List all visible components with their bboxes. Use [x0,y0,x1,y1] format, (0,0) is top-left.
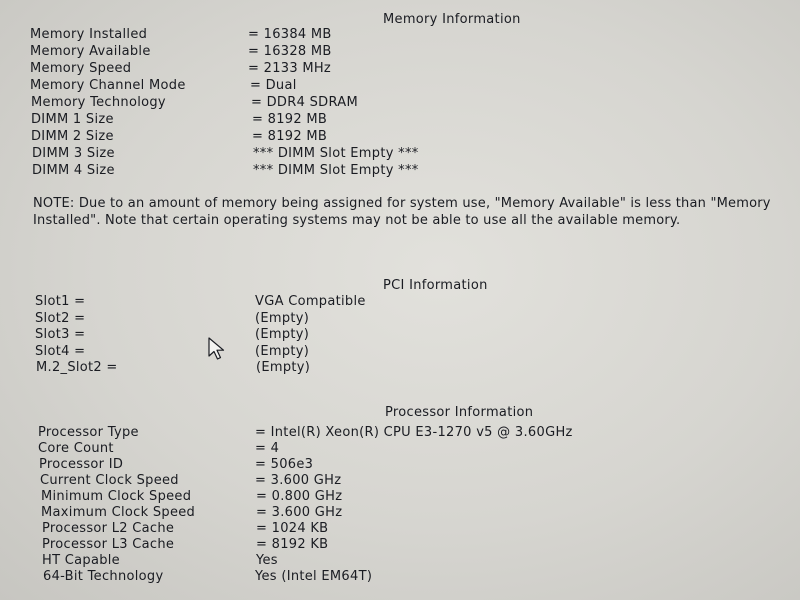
mouse-pointer-icon [208,337,228,361]
memory-row-value: = 16328 MB [248,44,332,59]
pci-row-label: Slot2 = [35,311,86,326]
memory-note: NOTE: Due to an amount of memory being assigned for system use, "Memory Available" is less than "Memory Installed". Note that certain operating systems may not be able to use all the available memory. [33,196,771,228]
memory-section-title: Memory Information [383,12,521,27]
memory-row-label: Memory Speed [30,61,132,76]
processor-row-label: Maximum Clock Speed [41,505,196,520]
processor-row-label: Processor ID [39,457,124,472]
memory-row-value: = 8192 MB [252,129,328,144]
processor-row-value: = 8192 KB [256,537,329,552]
processor-row-value: = 506e3 [255,457,314,472]
processor-row-label: Minimum Clock Speed [41,489,192,504]
processor-row-value: Yes [256,553,278,568]
pci-row-value: (Empty) [255,344,310,359]
processor-row-label: Current Clock Speed [40,473,179,488]
processor-row-label: 64-Bit Technology [43,569,164,584]
pci-row-value: (Empty) [255,311,310,326]
processor-row-label: Processor Type [38,425,139,440]
processor-row-value: = 4 [255,441,280,456]
processor-row-label: Processor L2 Cache [42,521,175,536]
processor-row-value: Yes (Intel EM64T) [255,569,373,584]
memory-row-value: = 16384 MB [248,27,332,42]
pci-section-title: PCI Information [383,278,488,293]
memory-row-label: Memory Available [30,44,151,59]
memory-row-label: DIMM 2 Size [31,129,114,144]
processor-row-value: = 3.600 GHz [255,473,342,488]
memory-row-label: DIMM 1 Size [31,112,114,127]
processor-row-value: = 3.600 GHz [256,505,343,520]
memory-row-label: DIMM 4 Size [32,163,115,178]
processor-row-value: = 0.800 GHz [256,489,343,504]
processor-row-label: HT Capable [42,553,120,568]
memory-row-label: Memory Installed [30,27,148,42]
memory-row-value: *** DIMM Slot Empty *** [253,163,419,178]
processor-row-label: Core Count [38,441,114,456]
memory-row-value: = Dual [250,78,297,93]
memory-row-value: = 8192 MB [252,112,328,127]
pci-row-label: M.2_Slot2 = [36,360,118,375]
pci-row-value: VGA Compatible [255,294,366,309]
memory-row-value: = 2133 MHz [248,61,332,76]
processor-row-value: = Intel(R) Xeon(R) CPU E3-1270 v5 @ 3.60GHz [255,425,573,440]
memory-row-value: *** DIMM Slot Empty *** [253,146,419,161]
pci-row-label: Slot1 = [35,294,86,309]
pci-row-label: Slot3 = [35,327,86,342]
memory-row-label: Memory Technology [31,95,166,110]
pci-row-value: (Empty) [256,360,311,375]
processor-row-value: = 1024 KB [256,521,329,536]
processor-section-title: Processor Information [385,405,534,420]
processor-row-label: Processor L3 Cache [42,537,175,552]
pci-row-label: Slot4 = [35,344,86,359]
pci-row-value: (Empty) [255,327,310,342]
memory-row-value: = DDR4 SDRAM [251,95,358,110]
memory-row-label: DIMM 3 Size [32,146,115,161]
memory-row-label: Memory Channel Mode [30,78,186,93]
